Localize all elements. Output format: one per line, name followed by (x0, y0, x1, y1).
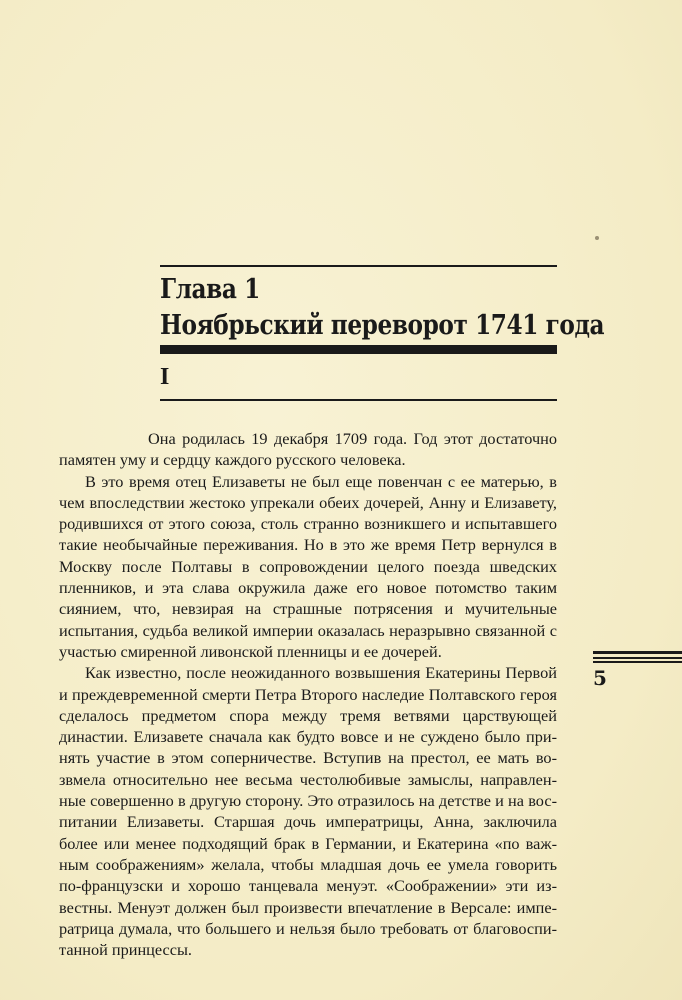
paragraph: Она родилась 19 декабря 1709 года. Год этот достаточно памятен уму и сердцу каждого русского человека. (59, 429, 557, 470)
page-number: 5 (593, 666, 607, 690)
header-rule-thick (160, 345, 557, 354)
paragraph: Как известно, после неожиданного возвышения Екатерины Первой и преждевременной смерти Петра Второго наследие Полтавского героя сделалось предметом спора между тремя ветвями царствующей династии. Елизавете сначала как будто вовсе и не суждено было принять участие в этом соперничестве. Вступив на престол, ее мать возвмела относительно нее весьма честолюбивые замыслы, направленные совершенно в другую сторону. Это отразилось на детстве и на воспитании Елизаветы. Старшая дочь императрицы, Анна, заключила более или менее подходящий брак в Германии, и Екатерина «по важным соображениям» желала, чтобы младшая дочь ее умела говорить по-французски и хорошо танцевала менуэт. «Соображении» эти известны. Менуэт должен был произвести впечатление в Версале: императрица думала, что большего и нельзя было требовать от благовоспитанной принцессы. (59, 663, 557, 960)
header-rule-bottom (160, 399, 557, 401)
margin-rule (593, 661, 682, 663)
chapter-number: Глава 1 (160, 274, 260, 305)
margin-rule (593, 651, 682, 654)
section-number: I (160, 364, 170, 390)
margin-rule (593, 657, 682, 659)
chapter-title: Ноябрьский переворот 1741 года (160, 310, 605, 341)
header-rule-top (160, 265, 557, 267)
body-text (59, 428, 557, 960)
paragraph: В это время отец Елизаветы не был еще повенчан с ее матерью, в чем впоследствии жестоко упрекали обеих дочерей, Анну и Елизавету, родившихся от этого союза, столь странно возникшего и испытавшего такие необычайные переживания. Но в это же время Петр вернулся в Москву после Полтавы в сопровождении целого поезда шведских пленников, и эта слава окружила даже его новое потомство таким сиянием, что, невзирая на страшные потрясения и мучительные испытания, судьба великой империи оказалась неразрывно связанной с участью смиренной ливонской пленницы и ее дочерей. (59, 471, 557, 661)
paper-speck (595, 236, 599, 240)
